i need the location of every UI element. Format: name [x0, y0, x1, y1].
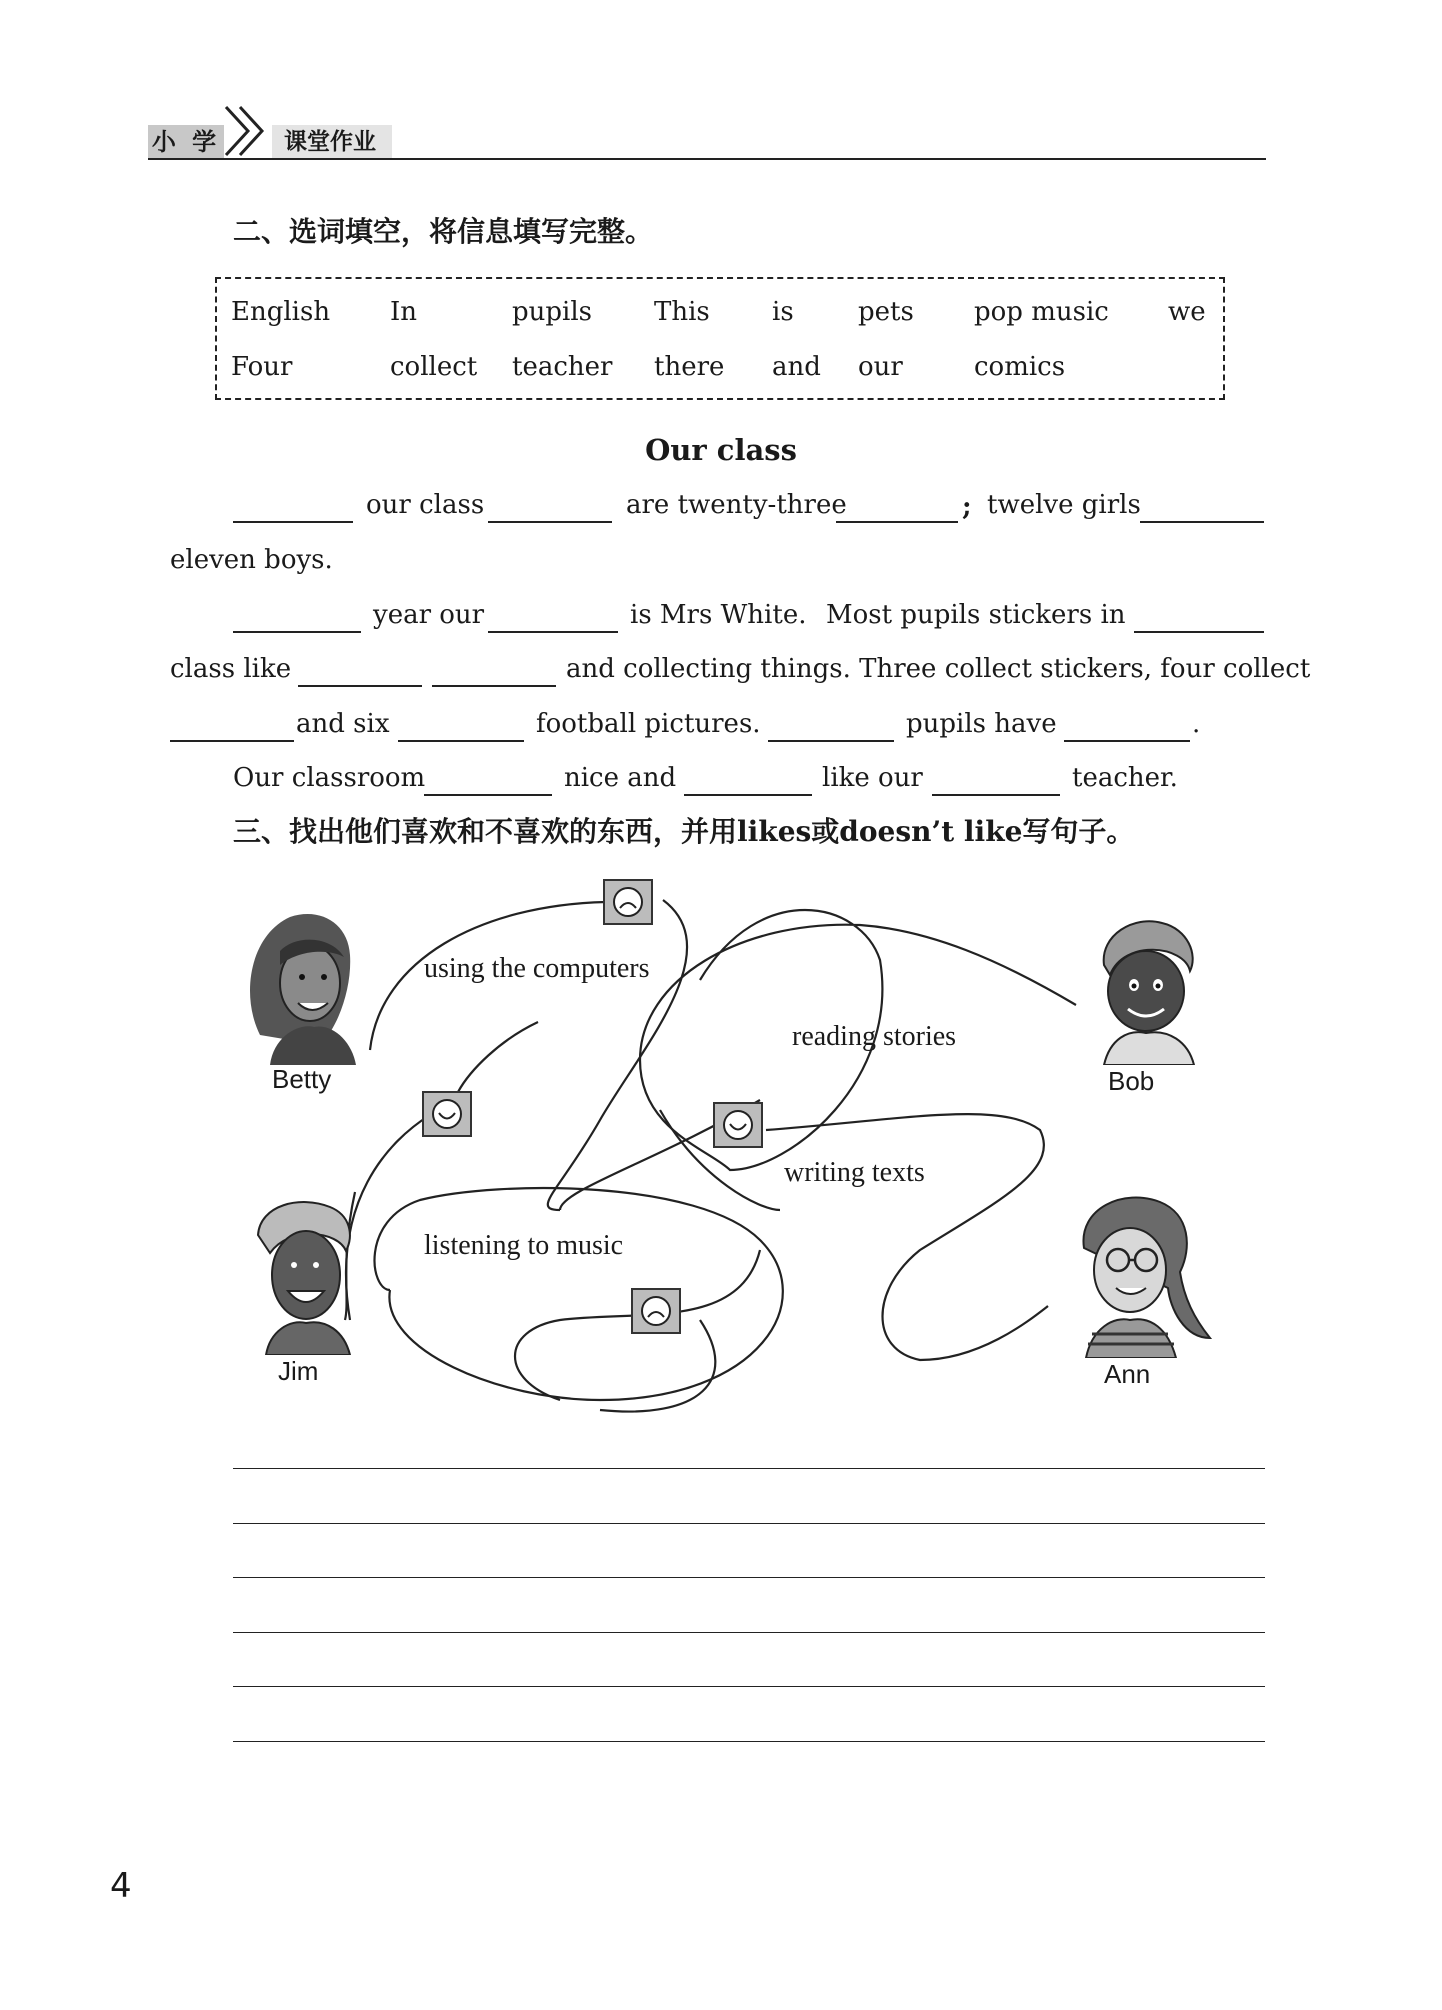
sad-face-icon	[603, 879, 653, 925]
activity-label: reading stories	[792, 1021, 957, 1052]
passage-text: and collecting things. Three collect stickers, four collect	[566, 654, 1311, 684]
person-name: Ann	[1104, 1359, 1151, 1389]
activity-label: listening to music	[424, 1230, 624, 1261]
passage-text: our class	[366, 490, 485, 520]
activity-label: using the computers	[424, 953, 650, 984]
word-bank-item: and	[772, 352, 821, 382]
sad-face-icon	[631, 1288, 681, 1334]
word-bank-item: teacher	[512, 352, 613, 382]
passage-text: Most pupils stickers in	[826, 600, 1126, 630]
title-text: 或	[811, 815, 840, 848]
happy-face-icon	[422, 1091, 472, 1137]
passage-text: like our	[822, 763, 923, 793]
word-bank-item: This	[654, 297, 710, 327]
word-bank-item: Four	[231, 352, 293, 382]
passage-title: Our class	[645, 433, 797, 467]
answer-line[interactable]	[233, 1632, 1265, 1633]
title-text: 写句子。	[1022, 815, 1135, 848]
passage-text: year our	[373, 600, 485, 630]
answer-line[interactable]	[233, 1468, 1265, 1469]
word-bank-item: our	[858, 352, 903, 382]
answer-line[interactable]	[233, 1741, 1265, 1742]
title-text: 三、找出他们喜欢和不喜欢的东西，并用	[233, 815, 738, 848]
passage-text: and six	[296, 709, 390, 739]
passage-text: ;	[962, 492, 972, 522]
passage-text: is Mrs White.	[630, 600, 807, 630]
answer-line[interactable]	[233, 1577, 1265, 1578]
passage-text: teacher.	[1072, 763, 1178, 793]
word-bank-item: pets	[858, 297, 914, 327]
word-bank-item: comics	[974, 352, 1066, 382]
person-name: Bob	[1108, 1066, 1155, 1096]
passage-text: twelve girls	[987, 490, 1141, 520]
title-text: doesn’t like	[839, 815, 1023, 848]
passage-text: Our classroom	[233, 763, 426, 793]
bob-portrait	[1084, 915, 1204, 1065]
word-bank-item: English	[231, 297, 331, 327]
title-text: likes	[737, 815, 812, 848]
level-badge: 小 学	[148, 125, 224, 159]
person-name: Betty	[272, 1064, 332, 1094]
answer-line[interactable]	[233, 1523, 1265, 1524]
passage-text: nice and	[564, 763, 677, 793]
word-bank-item: there	[654, 352, 725, 382]
ann-portrait	[1064, 1188, 1214, 1358]
word-bank-item: is	[772, 297, 794, 327]
happy-face-icon	[713, 1102, 763, 1148]
word-bank-item: In	[390, 297, 418, 327]
section-2-title: 二、选词填空，将信息填写完整。	[233, 215, 654, 248]
word-bank-item: collect	[390, 352, 478, 382]
book-title: 课堂作业	[284, 129, 376, 155]
page-number: 4	[110, 1866, 132, 1906]
word-bank-item: pop music	[974, 297, 1109, 327]
passage-text: football pictures.	[536, 709, 761, 739]
line-happy-betty	[458, 1022, 538, 1092]
passage-text: are twenty-three	[626, 490, 847, 520]
activity-label: writing texts	[784, 1157, 925, 1188]
jim-portrait	[250, 1195, 360, 1355]
betty-portrait	[240, 905, 360, 1065]
person-name: Jim	[278, 1356, 319, 1386]
line-writing	[766, 1114, 1048, 1360]
passage-text: class like	[170, 654, 292, 684]
word-bank-item: pupils	[512, 297, 593, 327]
passage-text: pupils have	[906, 709, 1057, 739]
line-reading	[548, 900, 687, 1210]
word-bank-item: we	[1168, 297, 1206, 327]
passage-text: .	[1192, 709, 1201, 739]
answer-line[interactable]	[233, 1686, 1265, 1687]
passage-text: eleven boys.	[170, 545, 333, 575]
line-loop-1	[375, 1188, 783, 1400]
